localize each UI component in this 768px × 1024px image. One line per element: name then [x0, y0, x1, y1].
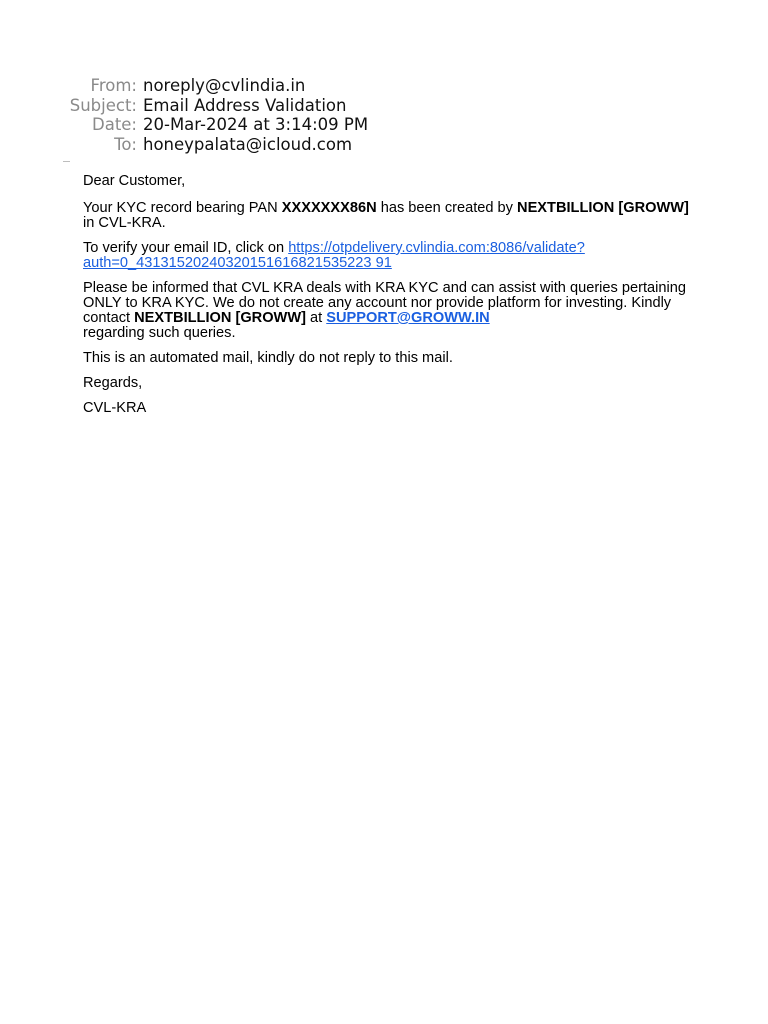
info-text-post: regarding such queries. — [83, 325, 236, 341]
to-row — [64, 135, 368, 155]
validation-link-line1: https://otpdelivery.cvlindia.com:8086/validate? — [288, 240, 585, 256]
from-value[interactable]: noreply@cvlindia.in — [143, 76, 306, 95]
contact-entity-name: NEXTBILLION [GROWW] — [134, 310, 306, 326]
automated-notice: This is an automated mail, kindly do not reply to this mail. — [83, 350, 453, 366]
from-row — [64, 76, 368, 96]
subject-value: Email Address Validation — [143, 95, 347, 115]
to-value[interactable]: honeypalata@icloud.com — [143, 134, 353, 154]
kyc-text-pre: Your KYC record bearing PAN — [83, 200, 282, 216]
greeting: Dear Customer, — [83, 173, 186, 189]
date-row — [64, 115, 368, 135]
email-body — [83, 174, 693, 426]
support-email-link[interactable]: SUPPORT@GROWW.IN — [326, 310, 490, 326]
from-label: From: — [90, 76, 137, 95]
signature: CVL-KRA — [83, 400, 147, 416]
date-label: Date: — [92, 115, 137, 134]
kyc-paragraph — [83, 201, 693, 231]
header-divider — [63, 161, 70, 162]
entity-name: NEXTBILLION [GROWW] — [517, 200, 689, 216]
date-value: 20-Mar-2024 at 3:14:09 PM — [143, 115, 369, 134]
subject-row — [64, 96, 368, 116]
verify-paragraph — [83, 241, 693, 271]
info-paragraph — [83, 281, 693, 341]
validation-link-line2: auth=0_43131520240320151616821535223 91 — [83, 255, 392, 271]
kyc-text-mid: has been created by — [376, 200, 518, 216]
regards: Regards, — [83, 375, 143, 391]
info-text-pre: Please be informed that CVL KRA deals with KRA KYC and can assist with queries pertaining ONLY to KRA KYC. We do not create any account nor provide platform for investing. Kindly contact — [83, 280, 686, 326]
verify-text: To verify your email ID, click on — [83, 240, 289, 256]
info-text-mid: at — [305, 310, 327, 326]
subject-label: Subject: — [69, 95, 137, 115]
pan-number: XXXXXXX86N — [281, 200, 377, 216]
to-label: To: — [114, 134, 137, 154]
email-headers — [64, 76, 368, 154]
kyc-text-post: in CVL-KRA. — [83, 215, 166, 231]
